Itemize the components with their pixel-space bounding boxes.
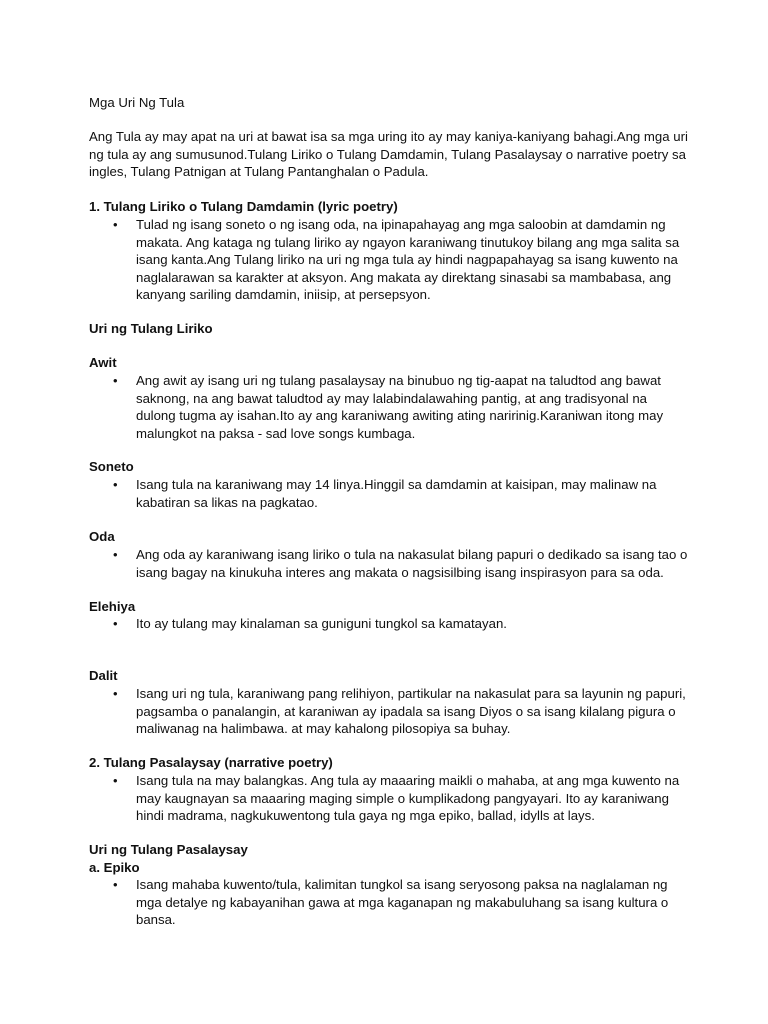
- section1-list: [89, 216, 689, 304]
- soneto-heading: Soneto: [89, 459, 134, 474]
- awit-list: [89, 372, 689, 442]
- document-title: Mga Uri Ng Tula: [89, 95, 185, 110]
- epiko-list: [89, 876, 689, 929]
- dalit-list: [89, 685, 689, 738]
- list-item: • Isang tula na karaniwang may 14 linya.Hinggil sa damdamin at kaisipan, may malinaw na kabatiran sa likas na pagkatao.: [89, 476, 689, 511]
- elehiya-list: [89, 615, 689, 633]
- list-item: • Tulad ng isang soneto o ng isang oda, na ipinapahayag ang mga saloobin at damdamin ng makata. Ang kataga ng tulang liriko ay ngayon karaniwang tinutukoy bilang ang mga salita sa isang kanta.Ang Tulang liriko na uri ng mga tula ay hindi nagpapahayag sa isang kuwento na naglalarawan sa karakter at aksyon. Ang makata ay direktang sinasabi sa mambabasa, ang kanyang sariling damdamin, iniisip, at persepsyon.: [89, 216, 689, 304]
- list-item: • Isang uri ng tula, karaniwang pang relihiyon, partikular na nakasulat para sa layunin ng papuri, pagsamba o panalangin, at karaniwan ay ipadala sa isang Diyos o sa isang kilalang pigura o maliwanag na halimbawa. at may kahalong pilosopiya sa buhay.: [89, 685, 689, 738]
- liriko-types-heading: Uri ng Tulang Liriko: [89, 321, 213, 336]
- section2-heading: 2. Tulang Pasalaysay (narrative poetry): [89, 755, 333, 770]
- dalit-heading: Dalit: [89, 668, 118, 683]
- awit-heading: Awit: [89, 355, 117, 370]
- list-item: • Ang oda ay karaniwang isang liriko o tula na nakasulat bilang papuri o dedikado sa isang tao o isang bagay na kinukuha interes ang makata o nagsisilbing isang inspirasyon para sa oda.: [89, 546, 689, 581]
- oda-list: [89, 546, 689, 581]
- epiko-heading: a. Epiko: [89, 860, 140, 875]
- section1-heading: 1. Tulang Liriko o Tulang Damdamin (lyric poetry): [89, 199, 398, 214]
- pasalaysay-types-heading: Uri ng Tulang Pasalaysay: [89, 842, 248, 857]
- oda-heading: Oda: [89, 529, 115, 544]
- list-item: • Isang tula na may balangkas. Ang tula ay maaaring maikli o mahaba, at ang mga kuwento na may kaugnayan sa maaaring maging simple o kumplikadong pangyayari. Ito ay karaniwang hindi madrama, nagkukuwentong tula gaya ng mga epiko, ballad, idylls at lays.: [89, 772, 689, 825]
- list-item: • Ang awit ay isang uri ng tulang pasalaysay na binubuo ng tig-aapat na taludtod ang bawat saknong, na ang bawat taludtod ay may lalabindalawahing pantig, at ang tradisyonal na dulong tugma ay isahan.Ito ay ang karaniwang awiting ating naririnig.Karaniwan itong may malungkot na paksa - sad love songs kumbaga.: [89, 372, 689, 442]
- list-item: • Ito ay tulang may kinalaman sa guniguni tungkol sa kamatayan.: [89, 615, 689, 633]
- soneto-list: [89, 476, 689, 511]
- section2-list: [89, 772, 689, 825]
- elehiya-heading: Elehiya: [89, 599, 136, 614]
- intro-paragraph: Ang Tula ay may apat na uri at bawat isa sa mga uring ito ay may kaniya-kaniyang bahagi.Ang mga uri ng tula ay ang sumusunod.Tulang Liriko o Tulang Damdamin, Tulang Pasalaysay o narrative poetry sa ingles, Tulang Patnigan at Tulang Pantanghalan o Padula.: [89, 129, 688, 179]
- list-item: • Isang mahaba kuwento/tula, kalimitan tungkol sa isang seryosong paksa na naglalaman ng mga detalye ng kabayanihan gawa at mga kaganapan ng makabuluhang sa isang kultura o bansa.: [89, 876, 689, 929]
